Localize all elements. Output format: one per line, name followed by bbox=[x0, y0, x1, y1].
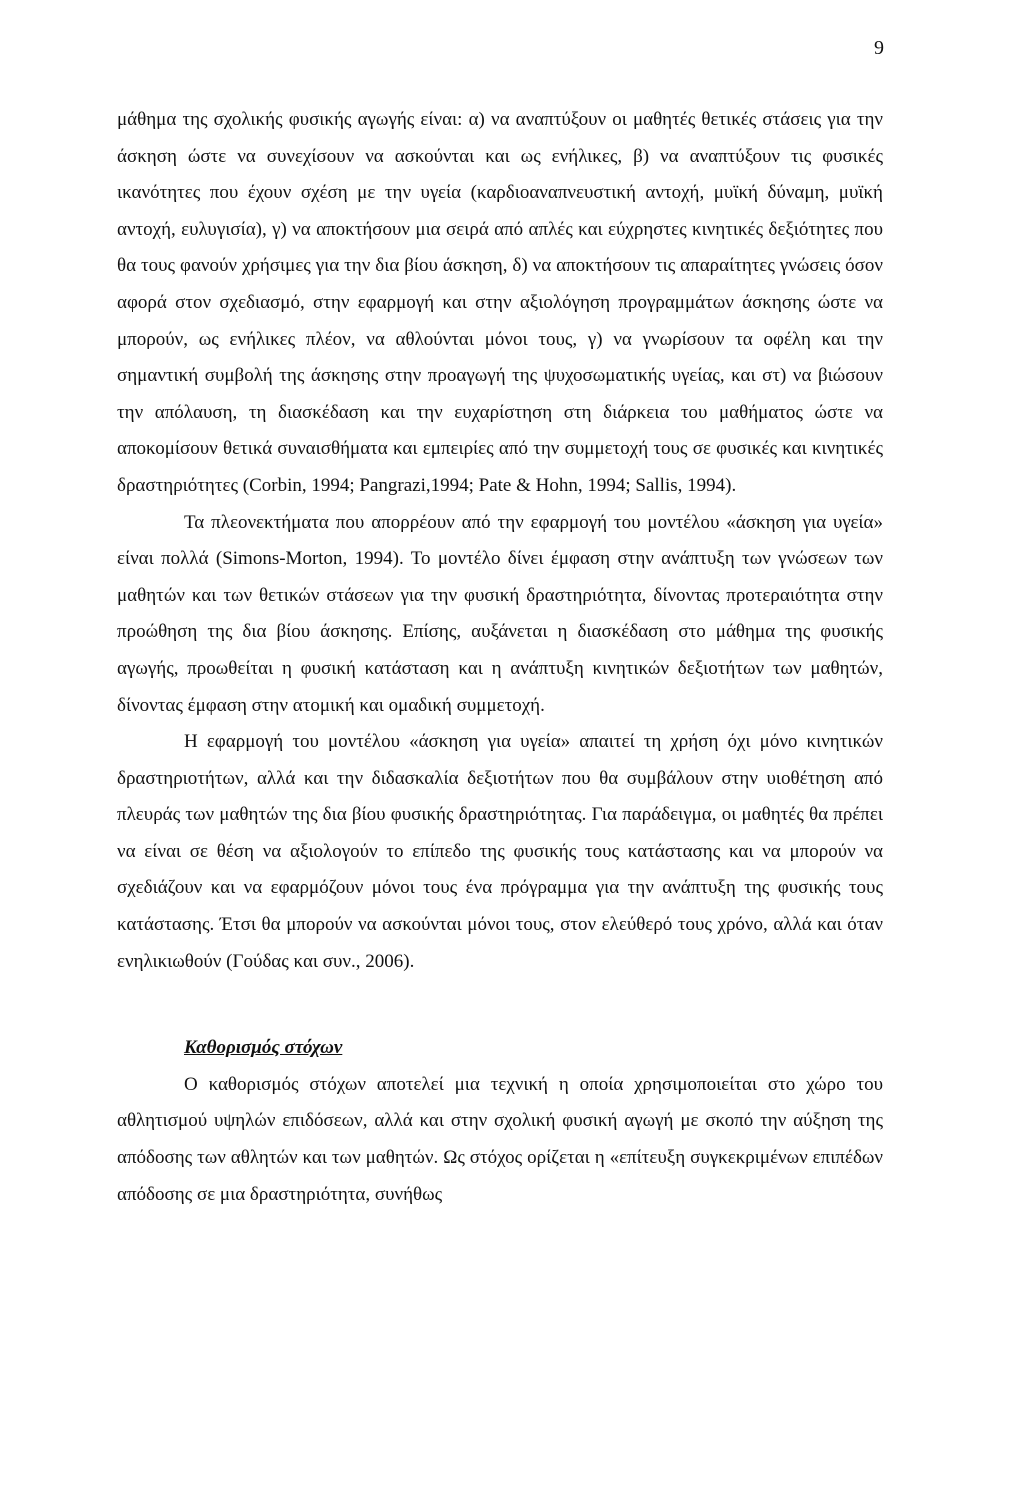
document-body bbox=[117, 102, 883, 1213]
paragraph-advantages: Τα πλεονεκτήματα που απορρέουν από την εφαρμογή του μοντέλου «άσκηση για υγεία» είναι πολλά (Simons-Morton, 1994). Το μοντέλο δίνει έμφαση στην ανάπτυξη των γνώσεων των μαθητών και των θετικών στάσεων για την φυσική δραστηριότητα, δίνοντας προτεραιότητα στην προώθηση της δια βίου άσκησης. Επίσης, αυξάνεται η διασκέδαση στο μάθημα της φυσικής αγωγής, προωθείται η φυσική κατάσταση και η ανάπτυξη κινητικών δεξιοτήτων των μαθητών, δίνοντας έμφαση στην ατομική και ομαδική συμμετοχή. bbox=[117, 511, 883, 716]
section-spacer bbox=[117, 980, 883, 1030]
paragraph-application: Η εφαρμογή του μοντέλου «άσκηση για υγεία» απαιτεί τη χρήση όχι μόνο κινητικών δραστηριοτήτων, αλλά και την διδασκαλία δεξιοτήτων που θα συμβάλουν στην υιοθέτηση από πλευράς των μαθητών της δια βίου φυσικής δραστηριότητας. Για παράδειγμα, οι μαθητές θα πρέπει να είναι σε θέση να αξιολογούν το επίπεδο της φυσικής τους κατάστασης και να μπορούν να σχεδιάζουν και να εφαρμόζουν μόνοι τους ένα πρόγραμμα για την ανάπτυξη της φυσικής τους κατάστασης. Έτσι θα μπορούν να ασκούνται μόνοι τους, στον ελεύθερό τους χρόνο, αλλά και όταν ενηλικιωθούν (Γούδας και συν., 2006). bbox=[117, 731, 883, 972]
page-number: 9 bbox=[874, 37, 884, 59]
paragraph-continuation: μάθημα της σχολικής φυσικής αγωγής είναι: α) να αναπτύξουν οι μαθητές θετικές στάσεις για την άσκηση ώστε να συνεχίσουν να ασκούνται και ως ενήλικες, β) να αναπτύξουν τις φυσικές ικανότητες που έχουν σχέση με την υγεία (καρδιοαναπνευστική αντοχή, μυϊκή δύναμη, μυϊκή αντοχή, ευλυγισία), γ) να αποκτήσουν μια σειρά από απλές και εύχρηστες κινητικές δεξιότητες που θα τους φανούν χρήσιμες για την δια βίου άσκηση, δ) να αποκτήσουν τις απαραίτητες γνώσεις όσον αφορά στον σχεδιασμό, στην εφαρμογή και στην αξιολόγηση προγραμμάτων άσκησης ώστε να μπορούν, ως ενήλικες πλέον, να αθλούνται μόνοι τους, γ) να γνωρίσουν τα οφέλη και την σημαντική συμβολή της άσκησης στην προαγωγή της ψυχοσωματικής υγείας, και στ) να βιώσουν την απόλαυση, τη διασκέδαση και την ευχαρίστηση στη διάρκεια του μαθήματος ώστε να αποκομίσουν θετικά συναισθήματα και εμπειρίες από την συμμετοχή τους σε φυσικές και κινητικές δραστηριότητες (Corbin, 1994; Pangrazi,1994; Pate & Hohn, 1994; Sallis, 1994). bbox=[117, 109, 883, 496]
paragraph-goal-setting: Ο καθορισμός στόχων αποτελεί μια τεχνική η οποία χρησιμοποιείται στο χώρο του αθλητισμού υψηλών επιδόσεων, αλλά και στην σχολική φυσική αγωγή με σκοπό την αύξηση της απόδοσης των αθλητών και των μαθητών. Ως στόχος ορίζεται η «επίτευξη συγκεκριμένων επιπέδων απόδοσης σε μια δραστηριότητα, συνήθως bbox=[117, 1073, 883, 1205]
section-heading: Καθορισμός στόχων bbox=[184, 1037, 343, 1059]
